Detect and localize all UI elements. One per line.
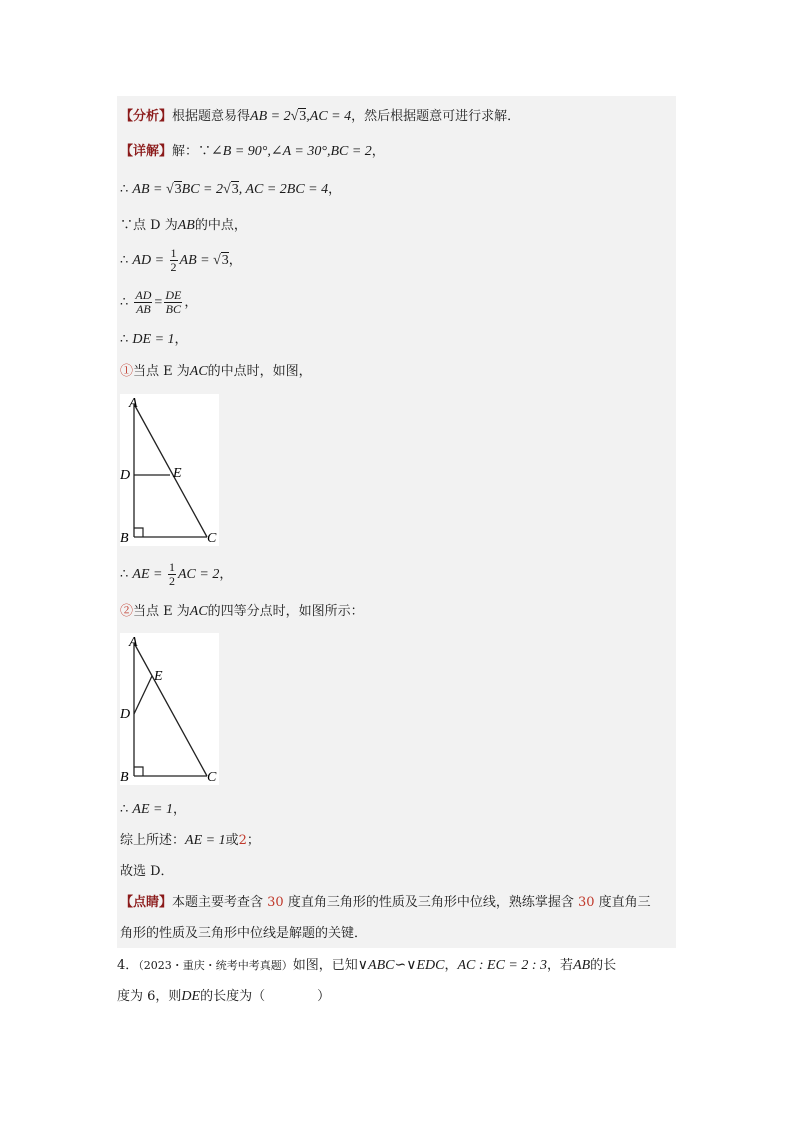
side-ac: [134, 643, 207, 776]
case2-line: ②当点 E 为AC的四等分点时，如图所示：: [120, 604, 364, 619]
question-4-line-2: 度为 6，则DE的长度为（ ）: [117, 989, 331, 1004]
case1-line: ①当点 E 为AC的中点时，如图，: [120, 364, 312, 379]
case2-marker: ②: [120, 604, 134, 619]
question-number: 4．: [117, 958, 139, 973]
question-4-line-1: 4．（2023・重庆・统考中考真题）如图，已知∨ABC∽∨EDC，AC : EC = 2 : 3，若AB的长: [117, 958, 617, 973]
summary-line: 综上所述：AE = 1或2；: [120, 833, 260, 848]
step-ae-half-line: ∴ AE = $\frac{1}{2}$ AC = 2，: [120, 560, 233, 588]
step-ad-line: ∴ AD = $\frac{1}{2}$ AB = √3，: [120, 246, 242, 274]
label-c: C: [207, 531, 217, 546]
label-a: A: [129, 635, 138, 650]
comment-line-1: 【点睛】本题主要考查含 30 度直角三角形的性质及三角形中位线，熟练掌握含 30 度直角三: [120, 895, 651, 910]
step-ae-one-line: ∴ AE = 1，: [120, 802, 186, 817]
comment-line-2: 角形的性质及三角形中位线是解题的关键．: [120, 926, 368, 941]
detail-tag: 【详解】: [120, 144, 173, 159]
label-e: E: [173, 466, 182, 481]
analysis-tag: 【分析】: [120, 109, 173, 124]
step-ab-line: ∴ AB = √3BC = 2√3, AC = 2BC = 4，: [120, 182, 342, 197]
label-a: A: [129, 396, 138, 411]
question-source: （2023・重庆・统考中考真题）: [138, 959, 293, 972]
segment-de: [134, 676, 152, 714]
label-d: D: [120, 707, 131, 722]
figure-quarter-point: [120, 633, 219, 785]
right-angle-mark: [134, 767, 143, 776]
comment-tag: 【点睛】: [120, 895, 173, 910]
side-ac: [134, 404, 207, 537]
label-b: B: [120, 531, 129, 546]
right-angle-mark: [134, 528, 143, 537]
step-de-line: ∴ DE = 1，: [120, 332, 188, 347]
step-midpoint-line: ∵点 D 为AB的中点，: [120, 218, 247, 233]
label-d: D: [120, 468, 131, 483]
label-b: B: [120, 770, 129, 785]
label-e: E: [154, 669, 163, 684]
case1-marker: ①: [120, 364, 134, 379]
choice-line: 故选 D．: [120, 864, 174, 879]
label-c: C: [207, 770, 217, 785]
step-ratio-line: ∴ $\frac{AD}{AB}$ = $\frac{DE}{BC}$ ，: [120, 288, 198, 316]
detail-line: 【详解】解：∵∠B = 90°,∠A = 30°,BC = 2，: [120, 144, 385, 159]
analysis-line: 【分析】根据题意易得AB = 2√3,AC = 4，然后根据题意可进行求解．: [120, 109, 521, 124]
figure-midpoint: [120, 394, 219, 546]
